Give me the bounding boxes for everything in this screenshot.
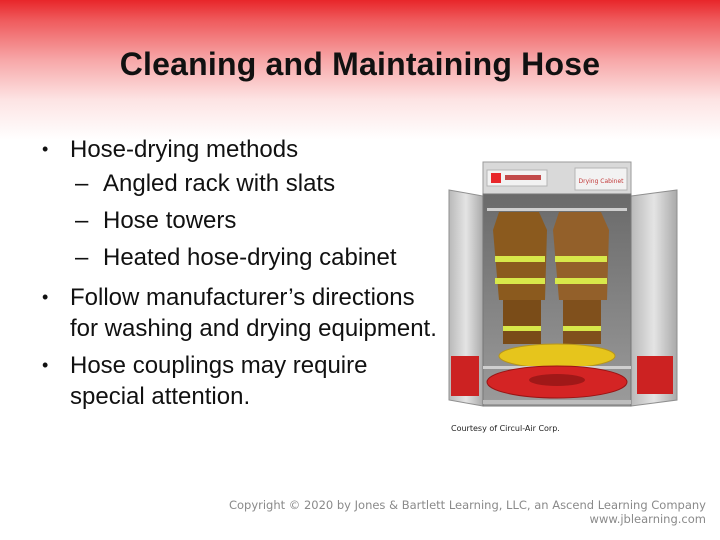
photo-credit: Courtesy of Circul-Air Corp.: [451, 424, 560, 433]
sub-bullet-text: Angled rack with slats: [103, 170, 336, 197]
sub-bullet-item: [40, 202, 440, 239]
sub-bullet-text: Heated hose-drying cabinet: [103, 244, 397, 271]
sub-bullet-item: [40, 239, 440, 276]
bullet-list: [40, 128, 440, 412]
bullet-marker: •: [42, 355, 49, 375]
dash-marker: –: [75, 244, 89, 271]
slide-title: Cleaning and Maintaining Hose: [119, 46, 601, 82]
bullet-text: Hose couplings may require special attention.: [70, 352, 368, 410]
bullet-item: [40, 134, 440, 165]
sub-bullet-text: Hose towers: [103, 207, 237, 234]
bullet-text: Follow manufacturer’s directions for washing and drying equipment.: [70, 284, 437, 342]
hose-drying-cabinet-photo: [447, 160, 679, 410]
cabinet-label-text: Drying Cabinet: [578, 178, 624, 185]
bullet-text: Hose-drying methods: [70, 136, 299, 163]
bullet-item: [40, 350, 440, 412]
dash-marker: –: [75, 170, 89, 197]
footer: [229, 498, 706, 526]
turnout-pants-left: [503, 300, 541, 344]
bullet-marker: •: [42, 287, 49, 307]
bullet-item: [40, 282, 440, 344]
copyright-text: Copyright © 2020 by Jones & Bartlett Learning, LLC, an Ascend Learning Company: [228, 498, 706, 512]
bullet-marker: •: [42, 139, 49, 159]
dash-marker: –: [75, 207, 89, 234]
yellow-hose-coil: [499, 344, 615, 368]
turnout-pants-right: [563, 300, 601, 344]
sub-bullet-item: [40, 165, 440, 202]
footer-url: www.jblearning.com: [589, 512, 706, 526]
